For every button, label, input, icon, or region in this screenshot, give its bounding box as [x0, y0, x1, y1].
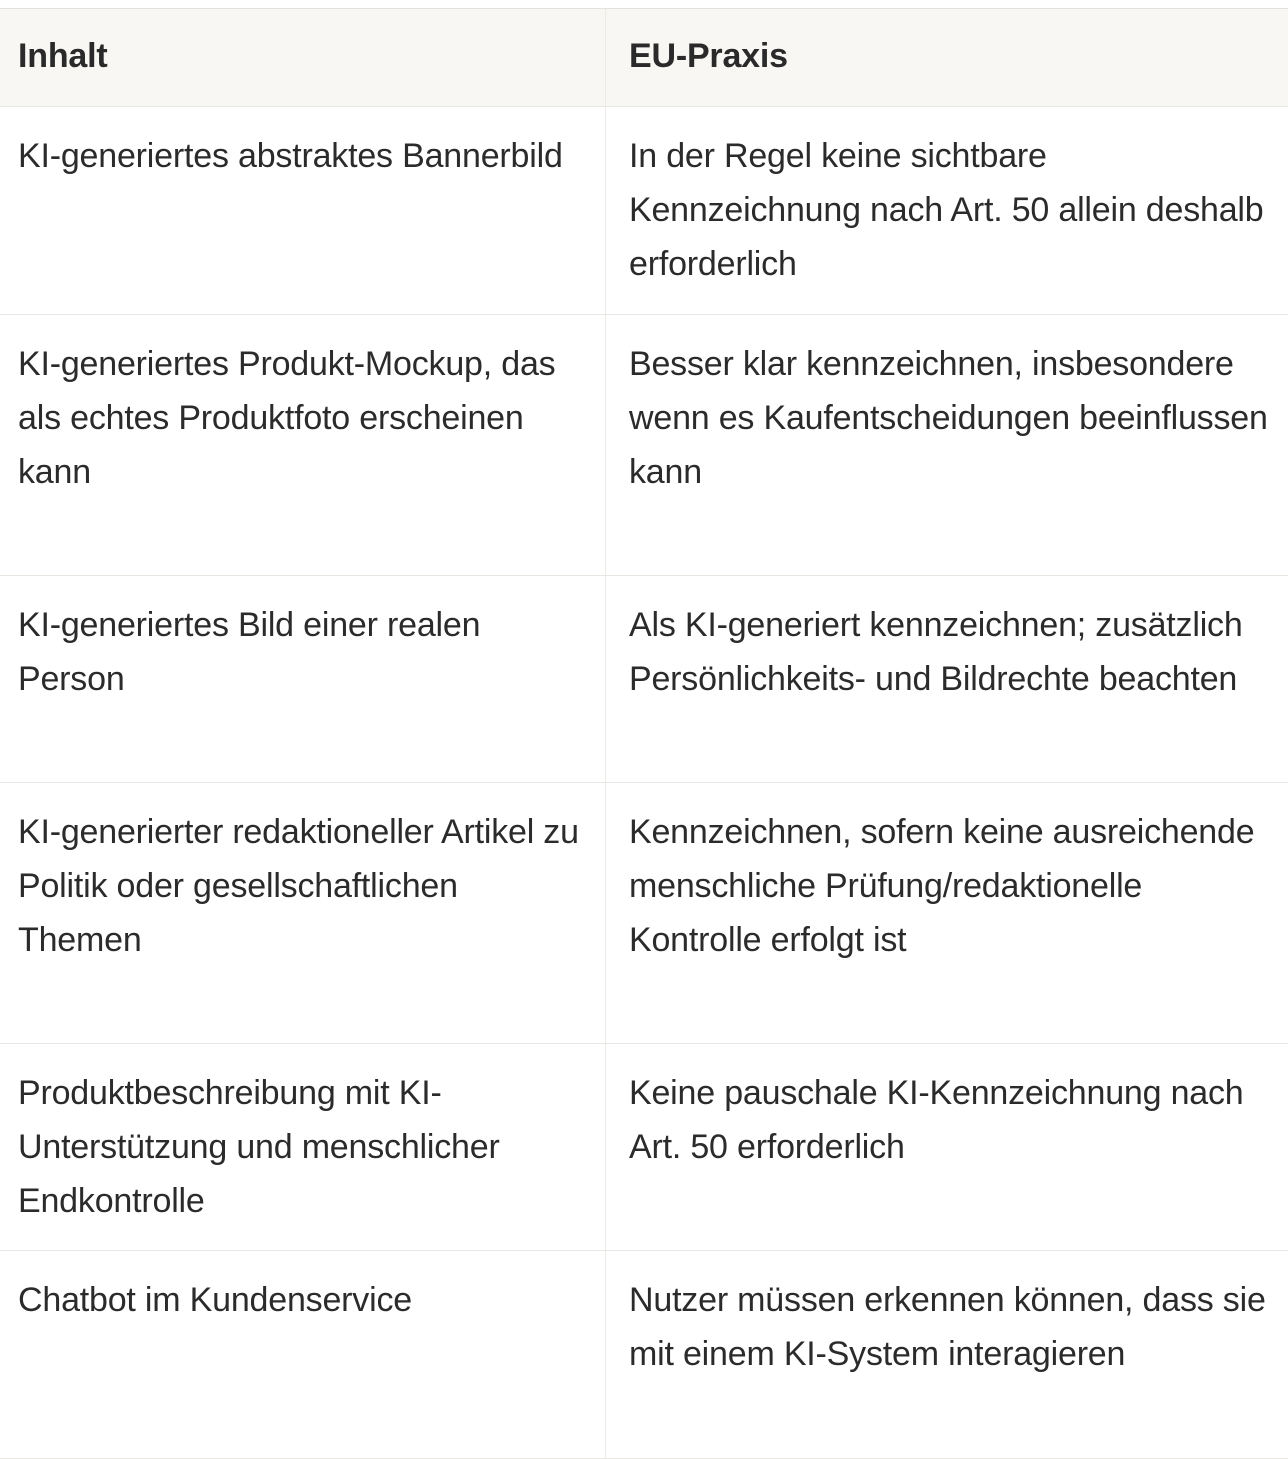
practice-cell: Nutzer müssen erkennen können, dass sie mit einem KI-System interagieren [629, 1281, 1266, 1373]
practice-cell: In der Regel keine sichtbare Kennzeichnung nach Art. 50 allein deshalb erforderlich [629, 137, 1264, 283]
table-row [0, 315, 1288, 576]
comparison-table [0, 8, 1288, 1459]
content-cell: Produktbeschreibung mit KI-Unterstützung und menschlicher Endkontrolle [0, 1044, 606, 1250]
content-cell: KI-generiertes abstraktes Bannerbild [0, 107, 606, 314]
table-row [0, 1044, 1288, 1251]
content-cell: KI-generierter redaktioneller Artikel zu Politik oder gesellschaftlichen Themen [0, 783, 606, 1043]
table-header-row [0, 9, 1288, 107]
content-cell: Chatbot im Kundenservice [0, 1251, 606, 1458]
table-row [0, 1251, 1288, 1459]
practice-cell: Besser klar kennzeichnen, insbesondere wenn es Kaufentscheidungen beeinflussen kann [629, 345, 1268, 491]
table-row [0, 783, 1288, 1044]
practice-cell: Keine pauschale KI-Kennzeichnung nach Art. 50 erforderlich [629, 1074, 1244, 1166]
content-cell: KI-generiertes Produkt-Mockup, das als echtes Produktfoto erscheinen kann [0, 315, 606, 575]
practice-cell: Kennzeichnen, sofern keine ausreichende menschliche Prüfung/redaktionelle Kontrolle erfolgt ist [629, 813, 1255, 959]
content-cell: KI-generiertes Bild einer realen Person [0, 576, 606, 782]
practice-cell: Als KI-generiert kennzeichnen; zusätzlich Persönlichkeits- und Bildrechte beachten [629, 606, 1243, 698]
table-row [0, 107, 1288, 315]
header-content: Inhalt [0, 9, 606, 106]
header-eu-practice: EU-Praxis [629, 37, 788, 75]
table-row [0, 576, 1288, 783]
